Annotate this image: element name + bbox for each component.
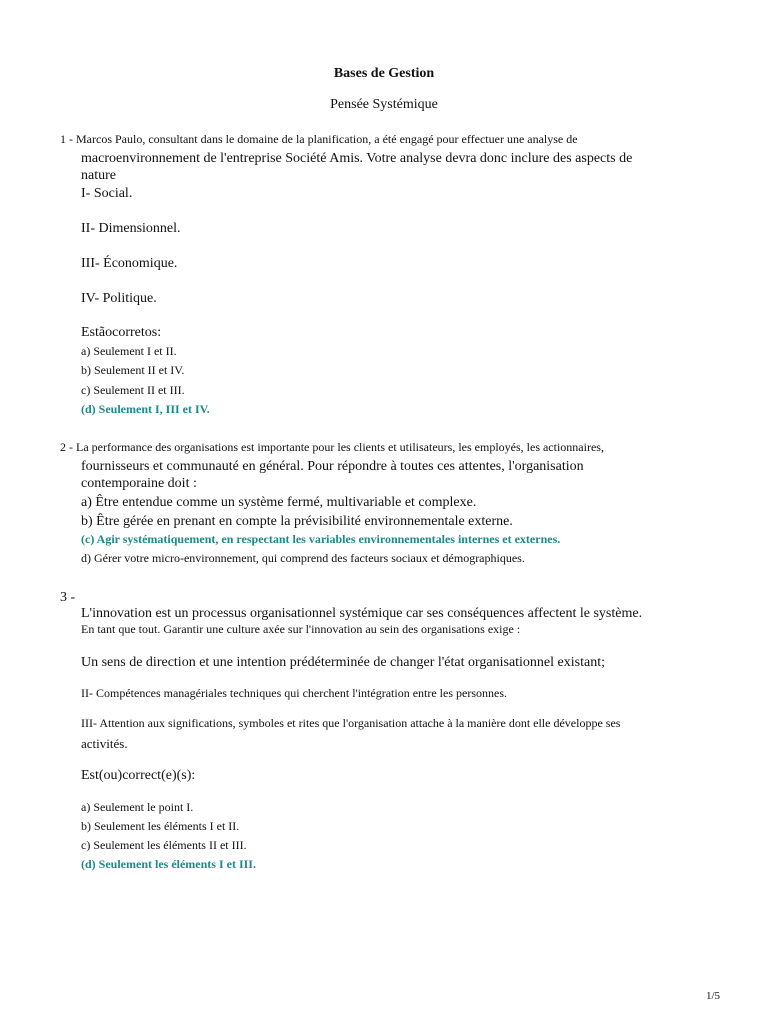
q1-option-d-correct: (d) Seulement I, III et IV. bbox=[81, 402, 210, 416]
q1-line3: nature bbox=[81, 168, 116, 183]
q3-line1: L'innovation est un processus organisationnel systémique car ses conséquences affectent le système. bbox=[81, 606, 643, 621]
q3-option-b: b) Seulement les éléments I et II. bbox=[81, 819, 240, 833]
q1-line2: macroenvironnement de l'entreprise Société Amis. Votre analyse devra donc inclure des aspects de bbox=[81, 151, 633, 166]
q1-item-1: I- Social. bbox=[81, 186, 133, 201]
page-indicator: 1/5 bbox=[706, 990, 721, 1002]
q3-item-3a: III- Attention aux significations, symboles et rites que l'organisation attache à la manière dont elle développe ses bbox=[81, 716, 621, 730]
q1-lead: 1 - Marcos Paulo, consultant dans le domaine de la planification, a été engagé pour effectuer une analyse de bbox=[60, 132, 578, 146]
q1-prompt: Estãocorretos: bbox=[81, 325, 162, 340]
q1-item-3: III- Économique. bbox=[81, 256, 178, 271]
q1-option-b: b) Seulement II et IV. bbox=[81, 363, 185, 377]
q1-item-4: IV- Politique. bbox=[81, 291, 157, 306]
page-subtitle: Pensée Systémique bbox=[330, 97, 438, 112]
q3-option-c: c) Seulement les éléments II et III. bbox=[81, 838, 247, 852]
q3-prompt: Est(ou)correct(e)(s): bbox=[81, 768, 196, 783]
q3-option-d-correct: (d) Seulement les éléments I et III. bbox=[81, 857, 256, 871]
q2-option-a: a) Être entendue comme un système fermé, multivariable et complexe. bbox=[81, 495, 477, 510]
q1-option-c: c) Seulement II et III. bbox=[81, 383, 185, 397]
q2-option-c-correct: (c) Agir systématiquement, en respectant les variables environnementales internes et externes. bbox=[81, 532, 561, 546]
q1-option-a: a) Seulement I et II. bbox=[81, 344, 177, 358]
q2-option-d: d) Gérer votre micro-environnement, qui comprend des facteurs sociaux et démographiques. bbox=[81, 551, 525, 565]
q3-item-1: Un sens de direction et une intention prédéterminée de changer l'état organisationnel existant; bbox=[81, 655, 605, 670]
q3-line2: En tant que tout. Garantir une culture axée sur l'innovation au sein des organisations exige : bbox=[81, 622, 521, 636]
q3-option-a: a) Seulement le point I. bbox=[81, 800, 194, 814]
page-title: Bases de Gestion bbox=[333, 66, 435, 81]
q2-line2: fournisseurs et communauté en général. Pour répondre à toutes ces attentes, l'organisation bbox=[81, 459, 584, 474]
q2-lead: 2 - La performance des organisations est importante pour les clients et utilisateurs, les employés, les actionnaires, bbox=[60, 440, 604, 454]
q2-option-b: b) Être gérée en prenant en compte la prévisibilité environnementale externe. bbox=[81, 514, 513, 529]
q3-number: 3 - bbox=[60, 590, 76, 605]
q2-line3: contemporaine doit : bbox=[81, 476, 197, 491]
q3-item-2: II- Compétences managériales techniques qui cherchent l'intégration entre les personnes. bbox=[81, 686, 507, 700]
q1-item-2: II- Dimensionnel. bbox=[81, 221, 181, 236]
q3-item-3b: activités. bbox=[81, 736, 128, 751]
